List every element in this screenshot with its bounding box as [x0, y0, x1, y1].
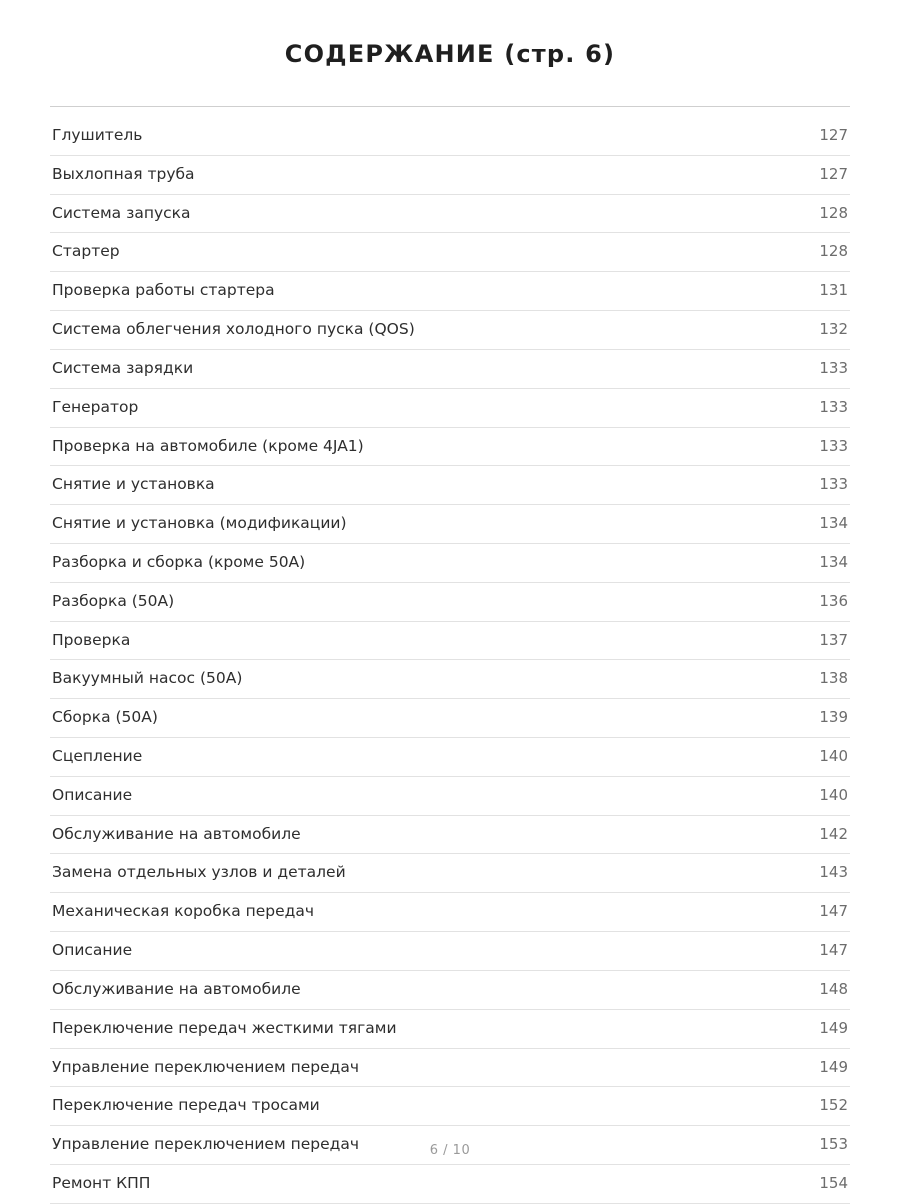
toc-entry-label: Управление переключением передач — [52, 1136, 360, 1154]
toc-entry[interactable] — [50, 932, 850, 971]
toc-entry-page: 149 — [819, 1018, 848, 1037]
toc-entry-page: 133 — [819, 358, 848, 377]
toc-entry-page: 127 — [819, 126, 848, 144]
toc-entry[interactable] — [50, 466, 850, 505]
toc-entry[interactable] — [50, 389, 850, 428]
toc-entry-label: Разборка (50А) — [52, 592, 175, 610]
toc-entry[interactable] — [50, 505, 850, 544]
toc-entry[interactable] — [50, 660, 850, 699]
toc-entry[interactable] — [50, 1087, 850, 1126]
toc-entry-page: 131 — [819, 281, 848, 300]
toc-entry[interactable] — [50, 544, 850, 583]
toc-entry-label: Обслуживание на автомобиле — [52, 825, 301, 843]
toc-entry-page: 139 — [819, 708, 848, 727]
table-of-contents — [50, 117, 850, 1204]
toc-entry-page: 136 — [819, 591, 848, 610]
toc-entry-page: 128 — [819, 242, 848, 261]
toc-entry-label: Стартер — [52, 243, 120, 261]
toc-entry[interactable] — [50, 1165, 850, 1204]
toc-entry[interactable] — [50, 622, 850, 661]
toc-entry[interactable] — [50, 195, 850, 234]
toc-entry-page: 152 — [819, 1096, 848, 1115]
toc-entry-page: 137 — [819, 630, 848, 649]
toc-entry-label: Проверка — [52, 631, 131, 649]
toc-entry[interactable] — [50, 854, 850, 893]
toc-entry-label: Система облегчения холодного пуска (QOS) — [52, 321, 415, 339]
toc-entry-label: Выхлопная труба — [52, 165, 195, 183]
toc-entry-label: Проверка на автомобиле (кроме 4JA1) — [52, 437, 364, 455]
toc-entry-label: Механическая коробка передач — [52, 903, 315, 921]
toc-entry[interactable] — [50, 233, 850, 272]
page-footer: 6 / 10 — [429, 1143, 471, 1158]
toc-entry-label: Система запуска — [52, 204, 191, 222]
toc-entry[interactable] — [50, 350, 850, 389]
toc-entry-page: 153 — [819, 1135, 848, 1154]
toc-entry-label: Глушитель — [52, 127, 143, 144]
toc-entry-page: 133 — [819, 436, 848, 455]
toc-entry-page: 154 — [819, 1173, 848, 1192]
toc-entry-page: 134 — [819, 552, 848, 571]
toc-entry-page: 133 — [819, 397, 848, 416]
toc-entry-page: 133 — [819, 475, 848, 494]
toc-entry[interactable] — [50, 117, 850, 156]
toc-entry-page: 143 — [819, 863, 848, 882]
toc-entry[interactable] — [50, 699, 850, 738]
toc-entry-label: Система зарядки — [52, 359, 194, 377]
title-divider — [50, 106, 850, 107]
toc-entry-label: Разборка и сборка (кроме 50А) — [52, 553, 306, 571]
toc-entry-page: 138 — [819, 669, 848, 688]
toc-entry[interactable] — [50, 156, 850, 195]
toc-entry-page: 149 — [819, 1057, 848, 1076]
toc-entry-page: 140 — [819, 785, 848, 804]
toc-entry-label: Сборка (50А) — [52, 709, 158, 727]
toc-entry-label: Описание — [52, 942, 133, 960]
toc-entry-label: Вакуумный насос (50А) — [52, 670, 243, 688]
toc-entry[interactable] — [50, 777, 850, 816]
toc-entry-label: Замена отдельных узлов и деталей — [52, 864, 346, 882]
page-title: СОДЕРЖАНИЕ (стр. 6) — [284, 40, 616, 68]
toc-entry[interactable] — [50, 738, 850, 777]
toc-entry[interactable] — [50, 583, 850, 622]
toc-entry-label: Переключение передач жесткими тягами — [52, 1019, 397, 1037]
toc-entry[interactable] — [50, 893, 850, 932]
toc-entry[interactable] — [50, 816, 850, 855]
toc-entry-label: Снятие и установка — [52, 476, 215, 494]
toc-entry[interactable] — [50, 311, 850, 350]
toc-entry-label: Генератор — [52, 398, 139, 416]
toc-entry-label: Управление переключением передач — [52, 1058, 360, 1076]
toc-entry-label: Обслуживание на автомобиле — [52, 980, 301, 998]
toc-entry-page: 140 — [819, 747, 848, 765]
toc-entry-label: Переключение передач тросами — [52, 1097, 320, 1115]
toc-entry-label: Сцепление — [52, 748, 143, 765]
toc-entry-label: Проверка работы стартера — [52, 282, 275, 300]
toc-entry-label: Описание — [52, 786, 133, 804]
toc-entry[interactable] — [50, 1049, 850, 1088]
toc-entry[interactable] — [50, 428, 850, 467]
toc-entry-page: 134 — [819, 514, 848, 533]
toc-entry-page: 132 — [819, 320, 848, 339]
toc-entry[interactable] — [50, 272, 850, 311]
toc-entry-page: 147 — [819, 902, 848, 921]
toc-entry[interactable] — [50, 1010, 850, 1049]
toc-entry-page: 142 — [819, 824, 848, 843]
toc-entry-page: 127 — [819, 164, 848, 183]
toc-entry-page: 148 — [819, 979, 848, 998]
toc-entry-page: 128 — [819, 203, 848, 222]
toc-entry-page: 147 — [819, 941, 848, 960]
toc-entry-label: Ремонт КПП — [52, 1174, 151, 1192]
toc-entry-label: Снятие и установка (модификации) — [52, 515, 347, 533]
toc-entry[interactable] — [50, 971, 850, 1010]
